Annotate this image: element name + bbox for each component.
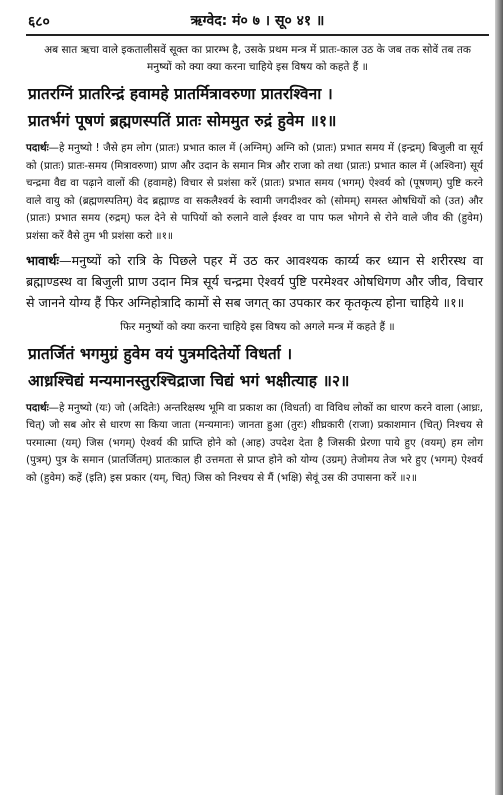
padartha-2-text: —हे मनुष्यो (यः) जो (अदितेः) अन्तरिक्षस्थ भूमि वा प्रकाश का (विधर्ता) वा विविध लोकों का धारण करने वाला (आध्रः, चित्) जो सब ओर से धारण सा किया जाता (मन्यमानः) जानता हुआ (तुरः) शीघ्रकारी (राजा) प्रकाशमान (चित्) निश्चय से परमात्मा (यम्) जिस (भगम्) ऐश्वर्य की प्राप्ति होने को (आह) उपदेश देता है जिसकी प्रेरणा पाये हुए (वयम्) हम लोग (पुत्रम्) पुत्र के समान (प्रातर्जितम्) प्रातःकाल ही उत्तमता से प्राप्त होने को योग्य (उग्रम्) तेजोमय तेज भरे हुए (भगम्) ऐश्वर्य को (हुवेम) कहें (इति) इस प्रकार (यम्, चित्) जिस को निश्चय से मैं (भक्षि) सेवूं उस की उपासना करें ॥२॥ xyxy=(26,401,483,484)
padartha-1-text: —हे मनुष्यो ! जैसे हम लोग (प्रातः) प्रभात काल में (अग्निम्) अग्नि को (प्रातः) प्रभात समय में (इन्द्रम्) बिजुली वा सूर्य को (प्रातः) प्रातः-समय (मित्रावरुणा) प्राण और उदान के समान मित्र और राजा को तथा (प्रातः) प्रभात काल में (अश्विना) सूर्य चन्द्रमा वैद्य वा पढ़ाने वालों की (हवामहे) विचार से प्रशंसा करें (प्रातः) प्रभात समय (भगम्) ऐश्वर्य को (पूषणम्) पुष्टि करने वाले वायु को (ब्रह्मणस्पतिम्) वेद ब्रह्माण्ड वा सकलैश्वर्य के स्वामी जगदीश्वर को (सोमम्) समस्त ओषधियों को (उत) और (प्रातः) प्रभात समय (रुद्रम्) फल देने से पापियों को रुलाने वाले ईश्वर वा पाप फल भोगने से रोने वाले जीव की (हुवेम) प्रशंसा करें वैसे तुम भी प्रशंसा करो ॥१॥ xyxy=(26,142,483,242)
running-head: ऋग्वेद: मं० ७ । सू० ४१ ॥ xyxy=(190,13,325,29)
mantra-2 xyxy=(26,340,489,394)
page-number: ६८० xyxy=(28,14,50,30)
padartha-1-label: पदार्थः xyxy=(26,142,49,154)
page-header xyxy=(26,8,489,36)
mantra-1 xyxy=(26,80,489,134)
next-mantra-intro: फिर मनुष्यों को क्या करना चाहिये इस विषय को अगले मन्त्र में कहते हैं ॥ xyxy=(120,320,395,333)
bhavartha-1 xyxy=(26,250,489,313)
mantra-1-line-2: प्रातर्भगं पूषणं ब्रह्मणस्पतिं प्रातः सोममुत रुद्रं हुवेम ॥१॥ xyxy=(28,111,337,130)
mantra-1-line-1: प्रातरग्निं प्रातरिन्द्रं हवामहे प्रातर्मित्रावरुणा प्रातरश्विना । xyxy=(28,84,333,103)
mantra-2-line-2: आध्रश्चिद्यं मन्यमानस्तुरश्चिद्राजा चिद्यं भगं भक्षीत्याह ॥२॥ xyxy=(28,370,350,390)
mantra-2-line-1: प्रातर्जितं भगमुग्रं हुवेम वयं पुत्रमदितेर्यो विधर्ता । xyxy=(28,343,293,363)
bhavartha-1-label: भावार्थः xyxy=(26,252,59,268)
sukta-intro: अब सात ऋचा वाले इकतालीसवें सूक्त का प्रारम्भ है, उसके प्रथम मन्त्र में प्रातः-काल उठ के जब तक सोवें तब तक मनुष्यों को क्या क्या करना चाहिये इस विषय को कहते हैं ॥ xyxy=(44,44,471,73)
book-spine-edge xyxy=(495,0,503,795)
padartha-2-label: पदार्थः xyxy=(26,401,49,414)
bhavartha-1-text: —मनुष्यों को रात्रि के पिछले पहर में उठ कर आवश्यक कार्य्य कर ध्यान से शरीरस्थ वा ब्रह्माण्डस्थ वा बिजुली प्राण उदान मित्र सूर्य चन्द्रमा ऐश्वर्य पुष्टि परमेश्वर ओषधिगण और जीव, विचार से जानने योग्य हैं फिर अग्निहोत्रादि कामों से सब जगत् का उपकार कर कृतकृत्य होना चाहिये ॥१॥ xyxy=(26,252,483,310)
padartha-2 xyxy=(26,400,489,488)
padartha-1 xyxy=(26,140,489,246)
